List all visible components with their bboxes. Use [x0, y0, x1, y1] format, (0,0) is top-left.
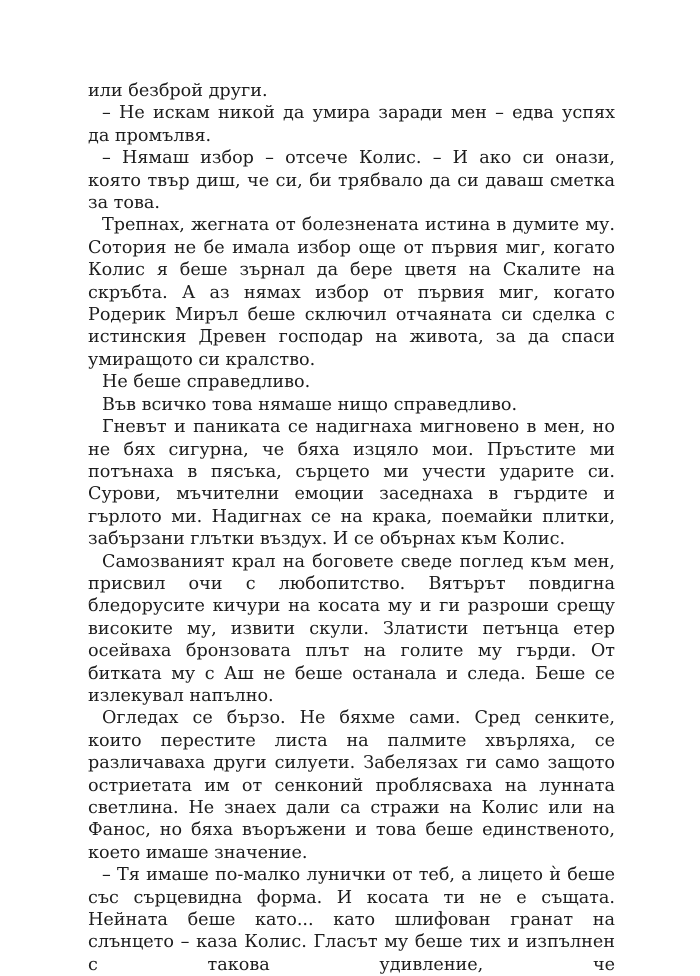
paragraph-3: – Нямаш избор – отсече Колис. – И ако си онази, която твър диш, че си, би трябвало да си даваш сметка за това. [88, 148, 615, 214]
book-page [88, 80, 615, 976]
paragraph-6: Във всичко това нямаше нищо справедливо. [102, 394, 518, 415]
paragraph-7: Гневът и паниката се надигнаха мигновено в мен, но не бях сигурна, че бяха изцяло мои. Пръстите ми потънаха в пясъка, сърцето ми учести ударите си. Сурови, мъчителни емоции заседнаха в гърдите и гърлото ми. Надигнах се на крака, поемайки плитки, забързани глътки въздух. И се обърнах към Колис. [88, 417, 615, 550]
paragraph-10: – Тя имаше по-малко лунички от теб, а лицето ѝ беше със сърцевидна форма. И косата ти не е същата. Нейната беше като... като шлифован гранат на слънцето – каза Колис. Гласът му беше тих и изпълнен с такова удивление, че [88, 865, 615, 975]
paragraph-1: или безброй други. [88, 81, 268, 101]
paragraph-2: – Не искам никой да умира заради мен – едва успях да промълвя. [88, 103, 615, 146]
paragraph-9: Огледах се бързо. Не бяхме сами. Сред сенките, които перестите листа на палмите хвърляха, се различаваха други силуети. Забелязах ги само защото остриетата им от сенконий проблясваха на лунната светлина. Не знаех дали са стражи на Колис или на Фанос, но бяха въоръжени и това беше единственото, което имаше значение. [88, 708, 615, 863]
paragraph-8: Самозваният крал на боговете сведе поглед към мен, присвил очи с любопитство. Вятърът повдигна бледорусите кичури на косата му и ги разроши срещу високите му, извити скули. Златисти петънца етер осейваха бронзовата плът на голите му гърди. От битката му с Аш не беше останала и следа. Беше се излекувал напълно. [88, 551, 615, 706]
paragraph-5: Не беше справедливо. [102, 372, 311, 393]
paragraph-4: Трепнах, жегната от болезнената истина в думите му. Сотория не бе имала избор още от първия миг, когато Колис я беше зърнал да бере цветя на Скалите на скръбта. А аз нямах избор от първия миг, когато Родерик Миръл беше сключил отчаяната си сделка с истинския Древен господар на живота, за да спаси умиращото си кралство. [88, 215, 615, 370]
